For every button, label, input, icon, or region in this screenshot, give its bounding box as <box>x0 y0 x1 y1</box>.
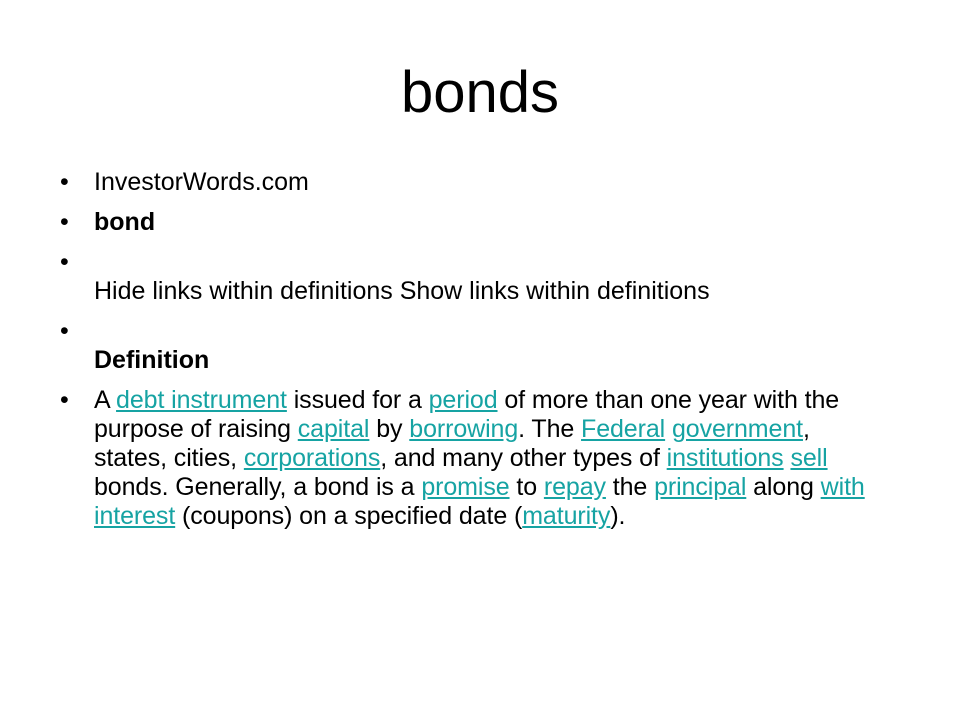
link-borrowing[interactable]: borrowing <box>409 415 519 443</box>
source-text: InvestorWords.com <box>94 168 309 196</box>
bullet-source <box>60 168 880 197</box>
bullet-list <box>60 168 880 542</box>
definition-text: (coupons) on a specified date ( <box>175 502 523 530</box>
definition-text: , and many other types of <box>380 444 667 472</box>
definition-text: issued for a <box>286 386 429 414</box>
bullet-toggle <box>60 248 880 306</box>
link-with-interest[interactable]: with interest <box>94 473 865 530</box>
link-institutions[interactable]: institutions <box>666 444 784 472</box>
definition-heading: Definition <box>94 346 210 374</box>
bullet-definition <box>60 386 880 531</box>
definition-text: along <box>746 473 821 501</box>
bullet-marker: • <box>60 208 69 236</box>
link-corporations[interactable]: corporations <box>243 444 381 472</box>
bullet-marker: • <box>60 386 69 414</box>
bullet-marker: • <box>60 317 69 345</box>
link-period[interactable]: period <box>428 386 498 414</box>
definition-text: ). <box>610 502 626 530</box>
definition-text: by <box>369 415 410 443</box>
link-repay[interactable]: repay <box>543 473 606 501</box>
definition-text: . The <box>518 415 582 443</box>
blank-line <box>94 317 880 346</box>
definition-text: to <box>509 473 544 501</box>
definition-text: of more than one year with the purpose of raising <box>94 386 840 443</box>
term-text: bond <box>94 208 156 236</box>
bullet-definition-heading <box>60 317 880 375</box>
bullet-term <box>60 208 880 237</box>
link-principal[interactable]: principal <box>654 473 747 501</box>
link-government[interactable]: government <box>671 415 803 443</box>
definition-text: the <box>605 473 655 501</box>
slide-title: bonds <box>400 60 560 125</box>
definition-text <box>665 415 672 443</box>
link-capital[interactable]: capital <box>297 415 370 443</box>
blank-line <box>94 248 880 277</box>
bullet-marker: • <box>60 248 69 276</box>
link-promise[interactable]: promise <box>421 473 510 501</box>
bullet-marker: • <box>60 168 69 196</box>
link-federal[interactable]: Federal <box>581 415 666 443</box>
definition-text: bonds. Generally, a bond is a <box>94 473 422 501</box>
link-maturity[interactable]: maturity <box>522 502 611 530</box>
link-sell[interactable]: sell <box>790 444 828 472</box>
definition-text: , states, cities, <box>94 415 810 472</box>
toggle-links-text[interactable]: Hide links within definitions Show links within definitions <box>94 277 710 305</box>
link-debt-instrument[interactable]: debt instrument <box>116 386 287 414</box>
definition-text: A <box>94 386 117 414</box>
